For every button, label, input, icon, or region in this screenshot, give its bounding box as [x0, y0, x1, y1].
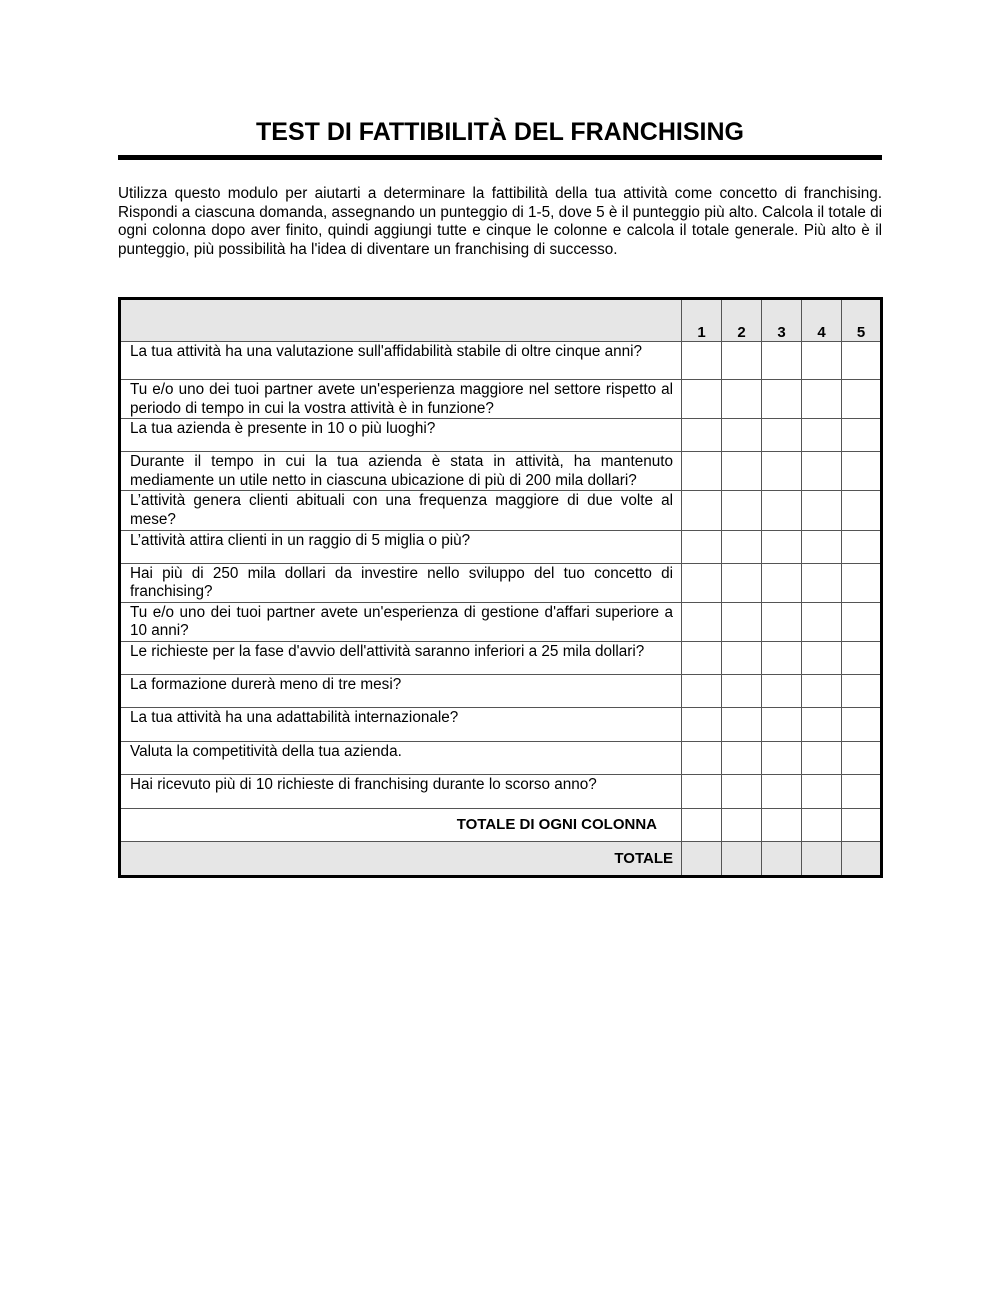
- score-cell-1[interactable]: [682, 674, 722, 707]
- question-text: Hai ricevuto più di 10 richieste di franchising durante lo scorso anno?: [120, 774, 682, 808]
- score-cell-4[interactable]: [802, 774, 842, 808]
- score-cell-5[interactable]: [842, 602, 882, 641]
- score-cell-3[interactable]: [762, 741, 802, 774]
- score-cell-5[interactable]: [842, 452, 882, 491]
- score-column-header-2: 2: [722, 299, 762, 342]
- score-cell-5[interactable]: [842, 741, 882, 774]
- table-row: [120, 774, 882, 808]
- score-cell-4[interactable]: [802, 342, 842, 380]
- score-cell-4[interactable]: [802, 530, 842, 563]
- score-cell-2[interactable]: [722, 419, 762, 452]
- intro-paragraph: Utilizza questo modulo per aiutarti a determinare la fattibilità della tua attività come concetto di franchising. Rispondi a ciascuna domanda, assegnando un punteggio di 1-5, dove 5 è il punteggio più alto. Calcola il totale di ogni colonna dopo aver finito, quindi aggiungi tutte e cinque le colonne e calcola il totale generale. Più alto è il punteggio, più possibilità ha l'idea di diventare un franchising di successo.: [118, 185, 882, 258]
- title-divider: [118, 155, 882, 160]
- question-column-header: [120, 299, 682, 342]
- score-cell-1[interactable]: [682, 380, 722, 419]
- score-cell-1[interactable]: [682, 419, 722, 452]
- table-row: [120, 491, 882, 530]
- table-row: [120, 380, 882, 419]
- score-cell-4[interactable]: [802, 707, 842, 741]
- question-text: La tua azienda è presente in 10 o più luoghi?: [120, 419, 682, 452]
- question-text: L’attività genera clienti abituali con una frequenza maggiore di due volte al mese?: [120, 491, 682, 530]
- table-row: [120, 641, 882, 674]
- question-text: Le richieste per la fase d'avvio dell'attività saranno inferiori a 25 mila dollari?: [120, 641, 682, 674]
- score-cell-4[interactable]: [802, 641, 842, 674]
- table-row: [120, 741, 882, 774]
- grand-total-cell-3[interactable]: [762, 841, 802, 876]
- score-cell-4[interactable]: [802, 563, 842, 602]
- grand-total-label: TOTALE: [120, 841, 682, 876]
- table-row: [120, 563, 882, 602]
- score-cell-4[interactable]: [802, 602, 842, 641]
- score-cell-3[interactable]: [762, 674, 802, 707]
- score-cell-2[interactable]: [722, 707, 762, 741]
- score-cell-2[interactable]: [722, 641, 762, 674]
- score-cell-4[interactable]: [802, 452, 842, 491]
- grand-total-cell-1[interactable]: [682, 841, 722, 876]
- score-cell-5[interactable]: [842, 674, 882, 707]
- score-cell-1[interactable]: [682, 491, 722, 530]
- score-cell-4[interactable]: [802, 380, 842, 419]
- score-cell-1[interactable]: [682, 602, 722, 641]
- question-text: La tua attività ha una valutazione sull'affidabilità stabile di oltre cinque anni?: [120, 342, 682, 380]
- score-cell-3[interactable]: [762, 602, 802, 641]
- grand-total-row: [120, 841, 882, 876]
- score-cell-2[interactable]: [722, 530, 762, 563]
- question-text: Durante il tempo in cui la tua azienda è stata in attività, ha mantenuto mediamente un utile netto in ciascuna ubicazione di più di 200 mila dollari?: [120, 452, 682, 491]
- score-cell-4[interactable]: [802, 491, 842, 530]
- score-cell-1[interactable]: [682, 563, 722, 602]
- score-cell-1[interactable]: [682, 741, 722, 774]
- grand-total-cell-2[interactable]: [722, 841, 762, 876]
- table-row: [120, 419, 882, 452]
- score-cell-2[interactable]: [722, 674, 762, 707]
- column-total-cell-3[interactable]: [762, 808, 802, 841]
- column-total-cell-1[interactable]: [682, 808, 722, 841]
- grand-total-cell-4[interactable]: [802, 841, 842, 876]
- feasibility-score-table: [118, 297, 883, 878]
- score-cell-3[interactable]: [762, 641, 802, 674]
- score-cell-4[interactable]: [802, 674, 842, 707]
- score-cell-3[interactable]: [762, 452, 802, 491]
- score-column-header-4: 4: [802, 299, 842, 342]
- score-cell-1[interactable]: [682, 530, 722, 563]
- score-cell-3[interactable]: [762, 342, 802, 380]
- table-row: [120, 452, 882, 491]
- question-text: L’attività attira clienti in un raggio di 5 miglia o più?: [120, 530, 682, 563]
- score-cell-1[interactable]: [682, 707, 722, 741]
- document-title: TEST DI FATTIBILITÀ DEL FRANCHISING: [256, 118, 744, 146]
- score-cell-5[interactable]: [842, 774, 882, 808]
- table-row: [120, 707, 882, 741]
- score-cell-3[interactable]: [762, 774, 802, 808]
- column-total-cell-4[interactable]: [802, 808, 842, 841]
- table-header-row: [120, 299, 882, 342]
- table-row: [120, 674, 882, 707]
- score-cell-5[interactable]: [842, 342, 882, 380]
- question-text: La formazione durerà meno di tre mesi?: [120, 674, 682, 707]
- table-row: [120, 342, 882, 380]
- score-cell-2[interactable]: [722, 774, 762, 808]
- score-cell-1[interactable]: [682, 452, 722, 491]
- score-cell-1[interactable]: [682, 641, 722, 674]
- score-cell-3[interactable]: [762, 707, 802, 741]
- score-cell-3[interactable]: [762, 491, 802, 530]
- score-cell-5[interactable]: [842, 491, 882, 530]
- score-column-header-3: 3: [762, 299, 802, 342]
- score-cell-2[interactable]: [722, 741, 762, 774]
- score-cell-2[interactable]: [722, 602, 762, 641]
- score-cell-5[interactable]: [842, 419, 882, 452]
- table-row: [120, 602, 882, 641]
- score-column-header-5: 5: [842, 299, 882, 342]
- score-cell-3[interactable]: [762, 563, 802, 602]
- question-text: Valuta la competitività della tua azienda.: [120, 741, 682, 774]
- score-cell-3[interactable]: [762, 419, 802, 452]
- score-cell-3[interactable]: [762, 530, 802, 563]
- score-cell-3[interactable]: [762, 380, 802, 419]
- column-total-label: TOTALE DI OGNI COLONNA: [120, 808, 682, 841]
- question-text: La tua attività ha una adattabilità internazionale?: [120, 707, 682, 741]
- column-total-cell-5[interactable]: [842, 808, 882, 841]
- score-cell-4[interactable]: [802, 741, 842, 774]
- table-row: [120, 530, 882, 563]
- score-cell-2[interactable]: [722, 563, 762, 602]
- grand-total-cell-5[interactable]: [842, 841, 882, 876]
- score-cell-1[interactable]: [682, 342, 722, 380]
- score-cell-2[interactable]: [722, 342, 762, 380]
- score-cell-4[interactable]: [802, 419, 842, 452]
- score-column-header-1: 1: [682, 299, 722, 342]
- score-cell-2[interactable]: [722, 452, 762, 491]
- question-text: Hai più di 250 mila dollari da investire nello sviluppo del tuo concetto di franchising?: [120, 563, 682, 602]
- score-cell-5[interactable]: [842, 563, 882, 602]
- score-cell-2[interactable]: [722, 380, 762, 419]
- question-text: Tu e/o uno dei tuoi partner avete un'esperienza maggiore nel settore rispetto al periodo di tempo in cui la vostra attività è in funzione?: [120, 380, 682, 419]
- score-cell-5[interactable]: [842, 641, 882, 674]
- score-cell-5[interactable]: [842, 707, 882, 741]
- column-total-row: [120, 808, 882, 841]
- score-cell-5[interactable]: [842, 530, 882, 563]
- question-text: Tu e/o uno dei tuoi partner avete un'esperienza di gestione d'affari superiore a 10 anni?: [120, 602, 682, 641]
- score-cell-1[interactable]: [682, 774, 722, 808]
- score-cell-2[interactable]: [722, 491, 762, 530]
- question-rows: [120, 342, 882, 809]
- column-total-cell-2[interactable]: [722, 808, 762, 841]
- score-cell-5[interactable]: [842, 380, 882, 419]
